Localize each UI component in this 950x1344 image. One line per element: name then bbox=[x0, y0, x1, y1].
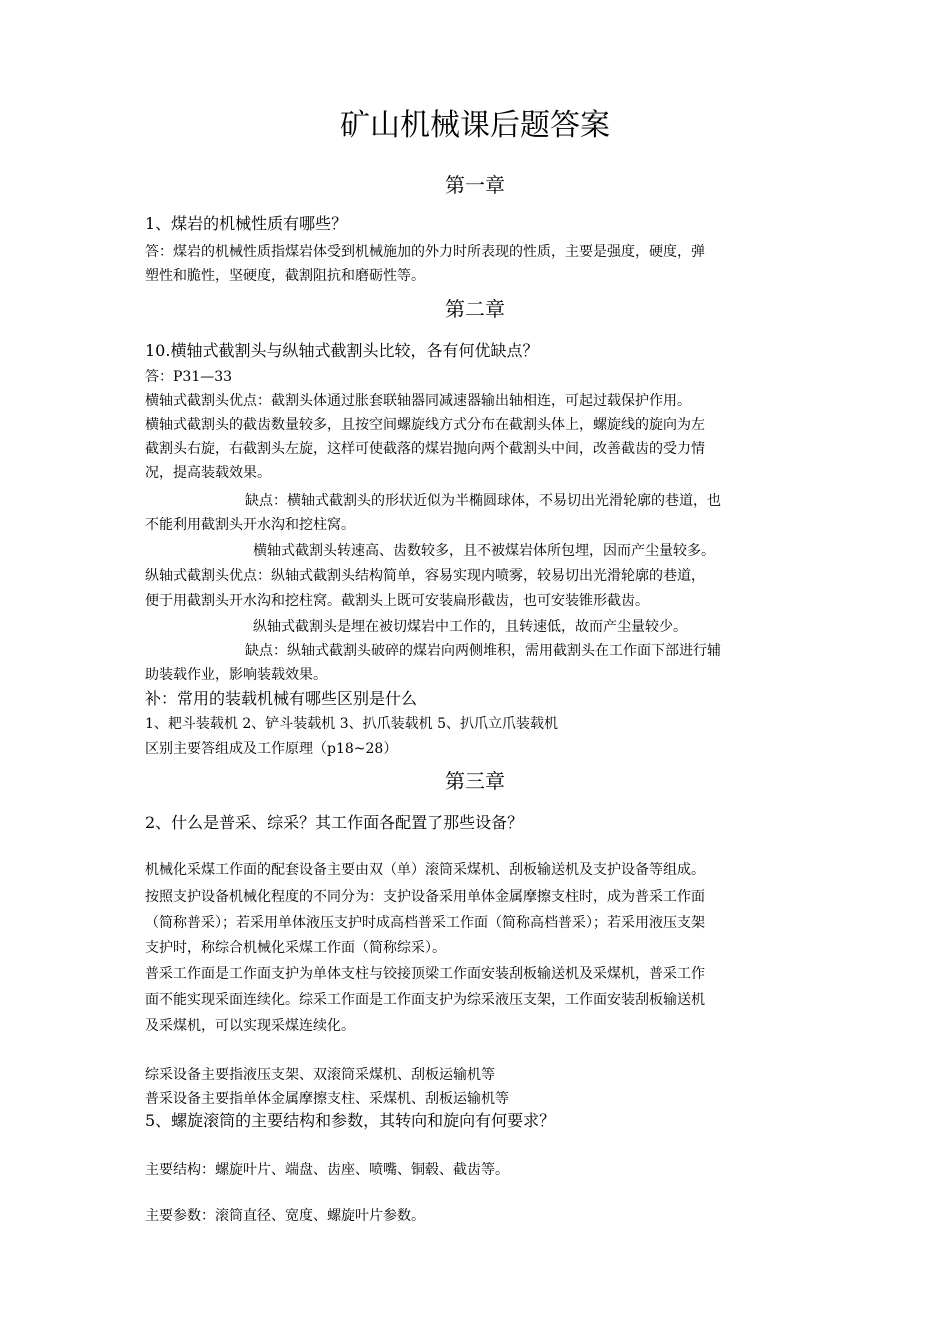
question-10: 10.横轴式截割头与纵轴式截割头比较，各有何优缺点？ bbox=[145, 341, 539, 360]
paragraph-line: 纵轴式截割头优点：纵轴式截割头结构简单，容易实现内喷雾，较易切出光滑轮廓的巷道， bbox=[145, 568, 705, 584]
question-1: 1、煤岩的机械性质有哪些？ bbox=[145, 214, 348, 233]
paragraph-line: 缺点：纵轴式截割头破碎的煤岩向两侧堆积，需用截割头在工作面下部进行辅 bbox=[245, 643, 721, 659]
paragraph-line: 面不能实现采面连续化。综采工作面是工作面支护为综采液压支架，工作面安装刮板输送机 bbox=[145, 992, 705, 1008]
supplement-answer-2: 区别主要答组成及工作原理（p18~28） bbox=[145, 741, 398, 757]
paragraph-line: 及采煤机，可以实现采煤连续化。 bbox=[145, 1018, 355, 1034]
paragraph-line: 横轴式截割头转速高、齿数较多，且不被煤岩体所包埋，因而产尘量较多。 bbox=[253, 543, 715, 559]
paragraph-line: 机械化采煤工作面的配套设备主要由双（单）滚筒采煤机、刮板输送机及支护设备等组成。 bbox=[145, 862, 705, 878]
pucai-equipment: 普采设备主要指单体金属摩擦支柱、采煤机、刮板运输机等 bbox=[145, 1091, 509, 1107]
main-structure: 主要结构：螺旋叶片、端盘、齿座、喷嘴、铜毂、截齿等。 bbox=[145, 1162, 509, 1178]
paragraph-line: 普采工作面是工作面支护为单体支柱与铰接顶梁工作面安装刮板输送机及采煤机，普采工作 bbox=[145, 966, 705, 982]
paragraph-line: 横轴式截割头优点：截割头体通过胀套联轴器同减速器输出轴相连，可起过载保护作用。 bbox=[145, 393, 691, 409]
supplement-question: 补：常用的装载机械有哪些区别是什么 bbox=[145, 689, 418, 708]
paragraph-line: 况，提高装载效果。 bbox=[145, 465, 271, 481]
paragraph-line: 按照支护设备机械化程度的不同分为：支护设备采用单体金属摩擦支柱时，成为普采工作面 bbox=[145, 889, 705, 905]
supplement-answer-1: 1、耙斗装载机 2、铲斗装载机 3、扒爪装载机 5、扒爪立爪装载机 bbox=[145, 716, 558, 732]
paragraph-line: 便于用截割头开水沟和挖柱窝。截割头上既可安装扁形截齿，也可安装锥形截齿。 bbox=[145, 593, 649, 609]
chapter-1-heading: 第一章 bbox=[445, 173, 505, 197]
document-title: 矿山机械课后题答案 bbox=[340, 108, 610, 143]
paragraph-line: （简称普采）；若采用单体液压支护时成高档普采工作面（简称高档普采）；若采用液压支架 bbox=[145, 915, 705, 931]
question-5: 5、螺旋滚筒的主要结构和参数，其转向和旋向有何要求？ bbox=[145, 1111, 556, 1130]
paragraph-line: 缺点：横轴式截割头的形状近似为半椭圆球体，不易切出光滑轮廓的巷道，也 bbox=[245, 493, 721, 509]
chapter-2-heading: 第二章 bbox=[445, 297, 505, 321]
paragraph-line: 助装载作业，影响装载效果。 bbox=[145, 667, 327, 683]
paragraph-line: 不能利用截割头开水沟和挖柱窝。 bbox=[145, 517, 355, 533]
paragraph-line: 截割头右旋，右截割头左旋，这样可使截落的煤岩抛向两个截割头中间，改善截齿的受力情 bbox=[145, 441, 705, 457]
paragraph-line: 支护时，称综合机械化采煤工作面（简称综采）。 bbox=[145, 940, 446, 956]
answer-1-line-1: 答：煤岩的机械性质指煤岩体受到机械施加的外力时所表现的性质，主要是强度，硬度，弹 bbox=[145, 244, 705, 260]
paragraph-line: 纵轴式截割头是埋在被切煤岩中工作的，且转速低，故而产尘量较少。 bbox=[253, 619, 687, 635]
zongcai-equipment: 综采设备主要指液压支架、双滚筒采煤机、刮板运输机等 bbox=[145, 1067, 495, 1083]
paragraph-line: 横轴式截割头的截齿数量较多，且按空间螺旋线方式分布在截割头体上，螺旋线的旋向为左 bbox=[145, 417, 705, 433]
question-2: 2、什么是普采、综采？其工作面各配置了那些设备？ bbox=[145, 813, 524, 832]
answer-reference: 答：P31—33 bbox=[145, 369, 233, 385]
main-parameters: 主要参数：滚筒直径、宽度、螺旋叶片参数。 bbox=[145, 1208, 425, 1224]
answer-1-line-2: 塑性和脆性，坚硬度，截割阻抗和磨砺性等。 bbox=[145, 268, 425, 284]
chapter-3-heading: 第三章 bbox=[445, 769, 505, 793]
